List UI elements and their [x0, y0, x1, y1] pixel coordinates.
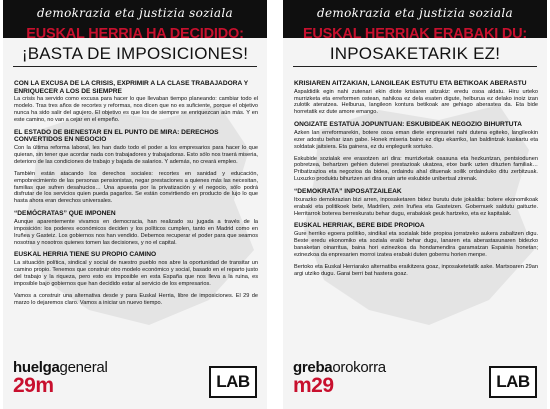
article-body: [14, 80, 258, 312]
headline: EUSKAL HERRIAK ERABAKI DU:: [302, 26, 528, 42]
section-paragraph: Azken lan erreformarekin, botere osoa eman diete enpresariei nahi dutena egiteko, langileokin ezer adostu behar izan gabe. Honek miseria baino ez digu ekarriko, lan baldintzak kaskartu eta soldatak jaitsiera. Eta gainera, ez du enplegurik sortuko.: [294, 129, 538, 150]
flyer-spanish: [3, 0, 267, 409]
divider: [293, 66, 537, 67]
section-paragraph: También están atacando los derechos sociales: recortes en sanidad y educación, empobrecimiento de las personas pensionistas, negar prestaciones a quienes más las necesitan, familias que sufren desahucios… Una apuesta por la privatización y el negocio, sólo podrá disfrutar de los servicios quien pueda pagarlos. Se están convirtiendo en producto de lujo lo que hasta ahora eran derechos universales.: [14, 170, 258, 205]
flyer-basque: [283, 0, 547, 409]
lab-logo-text: LAB: [216, 372, 250, 391]
lab-union-logo: [489, 366, 537, 398]
section-heading: “DEMÓCRATAS” QUE IMPONEN: [14, 210, 116, 218]
section-paragraph: Aunque aparentemente vivamos en democracia, han realizado su jugada a través de la imposición: los poderes económicos deciden y los políticos cumplen, tanto en Madrid como en Iruñea y Gasteiz. Los gobiernos nos han vendido. Debemos recuperar el poder para que seamos nosotras y nosotros quienes tomen las decisiones, y no el capital.: [14, 218, 258, 246]
section-paragraph: Vamos a construir una alternativa desde y para Euskal Herria, libre de imposiciones. El 29 de marzo lo dejaremos claro. Vamos a iniciar un nuevo tiempo.: [14, 292, 258, 306]
headline: EUSKAL HERRIA HA DECIDIDO:: [26, 26, 244, 42]
slogan: demokrazia eta justizia soziala: [317, 6, 513, 20]
section-paragraph: Eskubide sozialak ere erasotzen ari dira: murrizketak osasuna eta hezkuntzan, pentsiodunen pobretzea, behartzen gehien dutenei prestazioak ukatzea, etxe barik uzten dituzten familiak… Pribatizazioa eta negozioa da bidea, ordaindu ahal dituenak soilik ordainduko ditu zerbitzuak. Luxuzko produktu bihurtzen ari dira orain arte eskubide unibertsal zirenak.: [294, 155, 538, 183]
section-paragraph: Aspaldidik egin nahi zutenari ekin diote krisiaren aitzakiz: eredu osoa aldatu. Hiru urteko murrizketa eta erreformen ostean, nahikoa ez dela esaten digute, helburua ez delako inoiz izan zulotik ateratzea. Helburua, langileon kontura betikoak are gehiago aberastea da. Eta bide horretatik ez dute amore emango.: [294, 88, 538, 116]
lab-union-logo: [209, 366, 257, 398]
article-body: [294, 80, 538, 283]
strike-logo-light: general: [59, 359, 108, 376]
strike-logo-bold: greba: [293, 359, 333, 376]
section-paragraph: La crisis ha servido como excusa para hacer lo que llevaban tiempo planeando: cambiar todo el modelo. Tras tres años de recortes y reformas, nos dicen que no es suficiente, porque el objetivo nunca ha sido salir del agujero. El objetivo es que los de siempre se enriquezcan aún más. Y en este camino, no van a cejar en el empeño.: [14, 96, 258, 123]
section-heading: EUSKAL HERRIAK, BERE BIDE PROPIOA: [294, 222, 425, 230]
strike-logo: [13, 360, 108, 396]
subheadline: INPOSAKETARIK EZ!: [329, 44, 501, 63]
section-heading: EL ESTADO DE BIENESTAR EN EL PUNTO DE MIRA: DERECHOS CONVERTIDOS EN NEGOCIO: [14, 128, 219, 144]
strike-logo-light: orokorra: [332, 359, 386, 376]
section-heading: KRISIAREN AITZAKIAN, LANGILEAK ESTUTU ETA BETIKOAK ABERASTU: [294, 80, 527, 87]
section-paragraph: La situación política, sindical y social de nuestro pueblo nos abre la oportunidad de transitar un camino propio. Tenemos que construir otro modelo económico y social, basado en el reparto justo del trabajo y la riqueza, pero esto es imposible en esta España que nos lleva a la ruina, es imposible bajo gobiernos que han decidido estar al servicio de los empresarios.: [14, 260, 258, 287]
section-heading: EUSKAL HERRIA TIENE SU PROPIO CAMINO: [14, 251, 157, 259]
divider: [13, 66, 257, 67]
strike-logo-bold: huelga: [13, 359, 60, 376]
section-paragraph: Gure herriko egoera politiko, sindikal eta sozialak bide propioa jorratzeko aukera zabaltzen digu. Beste eredu ekonomiko eta soziala eraiki behar dugu, lanaren eta aberastasunaren bidezko banaketan oinarritua, baina hori ezinezkoa da hondamendira garamatzan Espainia honetan; ezinezkoa da enpresarien morroi izatea erabaki duten gobernu horien menpe.: [294, 231, 538, 258]
lab-logo-text: LAB: [496, 372, 530, 391]
strike-date: m29: [293, 374, 334, 397]
section-paragraph: Itxurazko demokrazian bizi arren, inposaketaren bidez burutu dute jokaldia: botere ekonomikoak erabaki eta politikoek bete, Madrilen, zein Iruñea eta Gasteizen. Gobernuek saldutu gaituzte. Herritarrok boterea berreskuratu behar dugu, erabakiak geuk hartzeko, eta ez kapitalak.: [294, 196, 538, 217]
section-heading: “DEMOKRATA” INPOSATZAILEAK: [294, 188, 402, 196]
section-paragraph: Con la última reforma laboral, les han dado todo el poder a los empresarios para hacer lo que quieran, sin tener que acordar nada con trabajadores y trabajadoras. Esto sólo nos traerá miseria, deterioro de las condiciones de trabajo y bajada de salarios. Y además, no creará empleo.: [14, 145, 258, 165]
strike-date: 29m: [13, 374, 54, 397]
subheadline: ¡BASTA DE IMPOSICIONES!: [21, 44, 249, 63]
section-paragraph: Bertoko eta Euskal Herriarako alternatiba eraikitzera goaz, inposaketetatik aske. Martxoaren 29an argi utziko dugu. Garai berri bat hastera goaz.: [294, 263, 538, 277]
section-heading: CON LA EXCUSA DE LA CRISIS, EXPRIMIR A LA CLASE TRABAJADORA Y ENRIQUECER A LOS DE SIEMPRE: [14, 80, 248, 95]
section-heading: ONGIZATE ESTATUA JOPUNTUAN: ESKUBIDEAK NEGOZIO BIHURTUTA: [294, 121, 522, 129]
slogan: demokrazia eta justizia soziala: [37, 6, 233, 20]
strike-logo: [293, 360, 386, 396]
